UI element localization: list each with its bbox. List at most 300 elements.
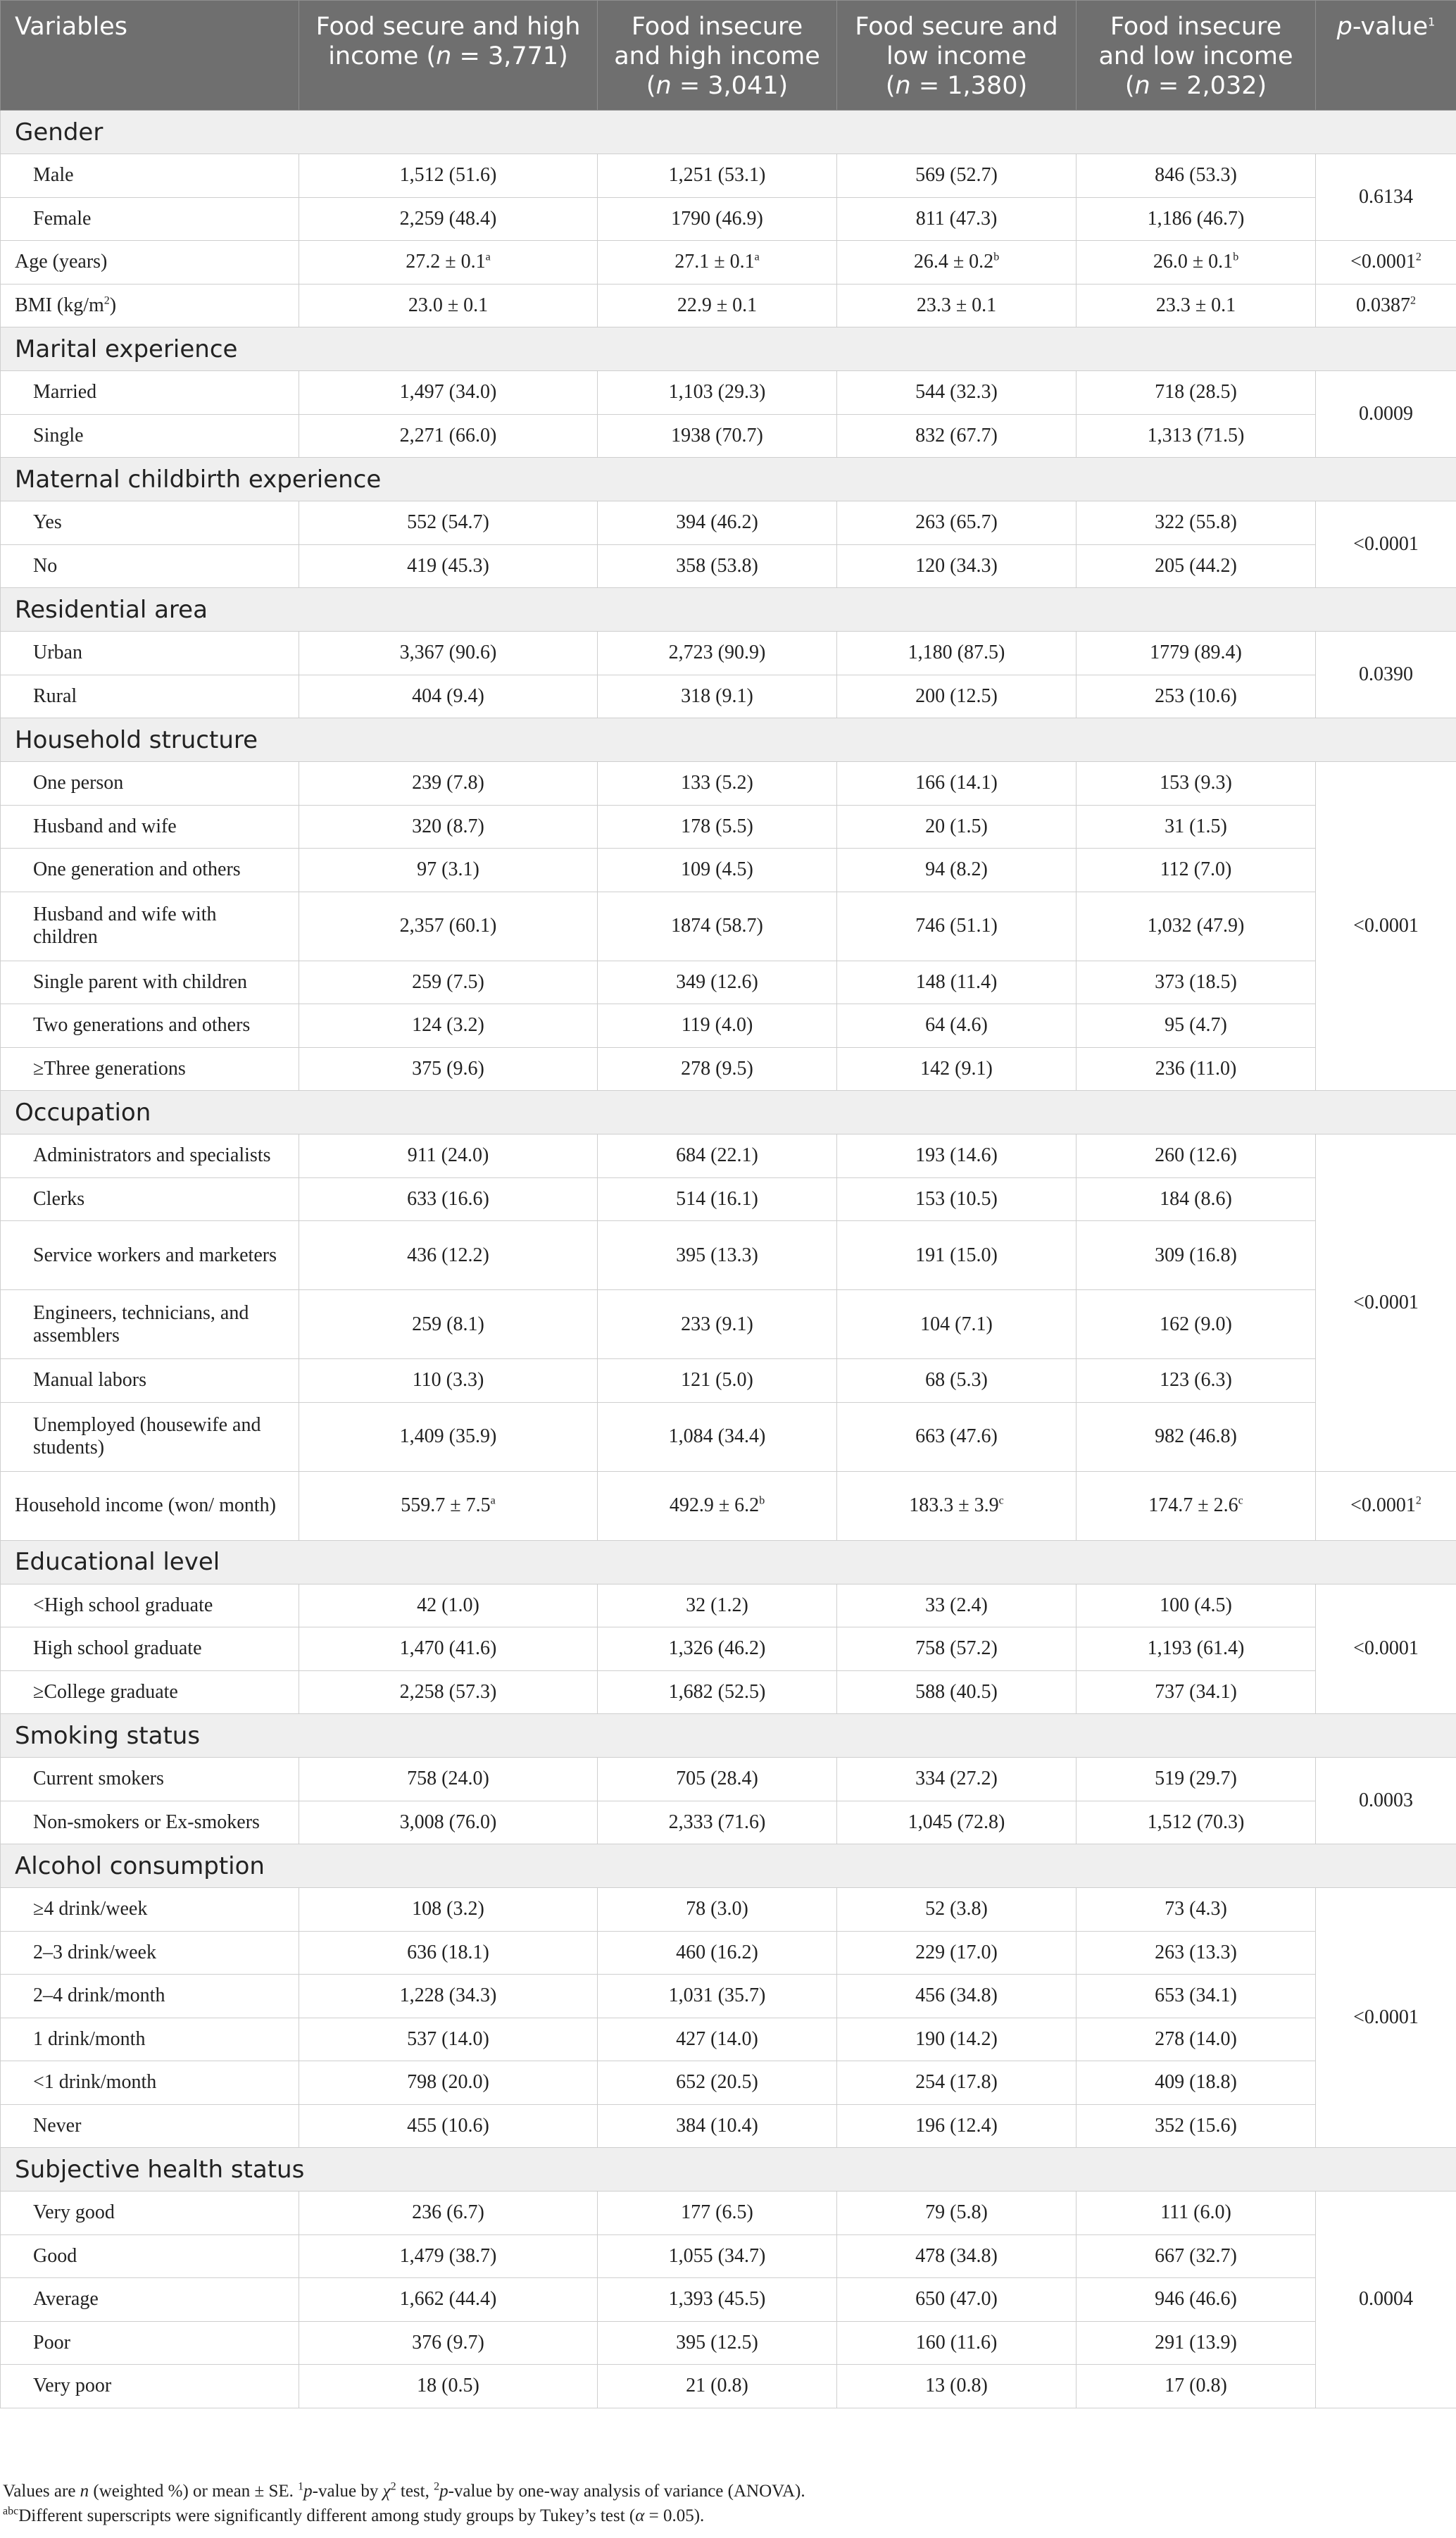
- row-label-text: Rural: [33, 684, 77, 707]
- cell-food-insecure-low-income: [1077, 1888, 1316, 1932]
- cell-food-insecure-low-income: [1077, 241, 1316, 285]
- header-food-insecure-low-income: Food insecure and low income (n = 2,032): [1077, 1, 1316, 111]
- row-label-text: Husband and wife with children: [33, 904, 217, 948]
- cell-value: 2,333 (71.6): [668, 1811, 766, 1833]
- cell-value: 633 (16.6): [407, 1187, 489, 1210]
- cell-value: 1,682 (52.5): [668, 1680, 766, 1703]
- cell-p-value: [1316, 1471, 1456, 1540]
- table-row: [1, 675, 1456, 718]
- row-label-text: Single parent with children: [33, 970, 248, 993]
- cell-food-insecure-high-income: [598, 892, 837, 961]
- cell-superscript: a: [754, 251, 760, 263]
- cell-value: 278 (14.0): [1155, 2027, 1237, 2050]
- cell-value: 263 (13.3): [1155, 1941, 1237, 1963]
- section-label: Educational level: [1, 1540, 1456, 1584]
- cell-food-secure-low-income: [837, 1801, 1077, 1844]
- cell-value: 184 (8.6): [1160, 1187, 1232, 1210]
- cell-value: 64 (4.6): [925, 1014, 988, 1037]
- cell-p-value: [1316, 284, 1456, 327]
- row-label-text: Single: [33, 424, 84, 446]
- row-label-text: Service workers and marketers: [33, 1244, 277, 1266]
- cell-food-secure-low-income: [837, 414, 1077, 458]
- row-label: [1, 501, 299, 545]
- section-header-row: [1, 718, 1456, 762]
- row-label-text: Yes: [33, 511, 62, 534]
- cell-food-insecure-high-income: [598, 544, 837, 588]
- table-row: [1, 1888, 1456, 1932]
- cell-food-secure-low-income: [837, 1004, 1077, 1048]
- cell-food-insecure-high-income: [598, 1004, 837, 1048]
- cell-food-secure-high-income: [299, 1801, 598, 1844]
- cell-food-secure-high-income: [299, 1584, 598, 1627]
- table-row: [1, 1177, 1456, 1221]
- cell-food-insecure-low-income: [1077, 2365, 1316, 2408]
- section-label: Residential area: [1, 588, 1456, 632]
- cell-value: 911 (24.0): [407, 1144, 489, 1167]
- p-value-text: 0.0003: [1359, 1789, 1413, 1811]
- table-row: [1, 2234, 1456, 2278]
- cell-value: 652 (20.5): [676, 2071, 758, 2094]
- cell-value: 205 (44.2): [1155, 554, 1237, 577]
- cell-value: 1938 (70.7): [671, 424, 763, 446]
- cell-food-secure-high-income: [299, 675, 598, 718]
- cell-food-insecure-low-income: [1077, 2321, 1316, 2365]
- cell-value: 758 (24.0): [407, 1768, 489, 1790]
- cell-value: 1,409 (35.9): [399, 1425, 497, 1447]
- cell-food-secure-high-income: [299, 1758, 598, 1801]
- table-row: [1, 544, 1456, 588]
- cell-value: 1,084 (34.4): [668, 1425, 766, 1447]
- cell-food-secure-low-income: [837, 762, 1077, 806]
- row-label-text: Current smokers: [33, 1768, 164, 1790]
- cell-value: 112 (7.0): [1160, 858, 1232, 881]
- row-label-text: Administrators and specialists: [33, 1144, 271, 1167]
- cell-value: 684 (22.1): [676, 1144, 758, 1167]
- cell-value: 3,367 (90.6): [399, 642, 497, 664]
- cell-value: 120 (34.3): [915, 554, 998, 577]
- cell-superscript: b: [993, 251, 1000, 263]
- cell-food-secure-low-income: [837, 1931, 1077, 1975]
- cell-food-insecure-high-income: [598, 414, 837, 458]
- section-label: Occupation: [1, 1091, 1456, 1134]
- row-label-text: Never: [33, 2114, 82, 2137]
- table-row: [1, 2278, 1456, 2322]
- table-row: [1, 892, 1456, 961]
- cell-food-secure-low-income: [837, 632, 1077, 675]
- row-label: [1, 1004, 299, 1048]
- cell-value: 811 (47.3): [915, 207, 998, 230]
- cell-value: 33 (2.4): [925, 1594, 988, 1616]
- cell-value: 79 (5.8): [925, 2201, 988, 2224]
- cell-value: 68 (5.3): [925, 1369, 988, 1392]
- cell-food-secure-low-income: [837, 1670, 1077, 1714]
- cell-food-insecure-high-income: [598, 1134, 837, 1178]
- cell-food-secure-high-income: [299, 2234, 598, 2278]
- cell-food-insecure-low-income: [1077, 501, 1316, 545]
- section-header-row: [1, 1844, 1456, 1888]
- cell-food-insecure-high-income: [598, 284, 837, 327]
- cell-food-secure-low-income: [837, 501, 1077, 545]
- cell-food-insecure-low-income: [1077, 675, 1316, 718]
- cell-food-secure-high-income: [299, 284, 598, 327]
- cell-food-insecure-low-income: [1077, 632, 1316, 675]
- cell-food-secure-high-income: [299, 632, 598, 675]
- cell-food-secure-high-income: [299, 1888, 598, 1932]
- cell-value: 2,271 (66.0): [399, 424, 497, 446]
- cell-value: 78 (3.0): [686, 1898, 748, 1920]
- cell-value: 42 (1.0): [417, 1594, 479, 1616]
- cell-food-insecure-high-income: [598, 1290, 837, 1359]
- cell-food-insecure-low-income: [1077, 2104, 1316, 2148]
- cell-value: 322 (55.8): [1155, 511, 1237, 534]
- table-row: [1, 1975, 1456, 2018]
- cell-food-insecure-low-income: [1077, 849, 1316, 892]
- cell-food-insecure-low-income: [1077, 1670, 1316, 1714]
- cell-value: 650 (47.0): [915, 2288, 998, 2311]
- cell-food-insecure-high-income: [598, 197, 837, 241]
- cell-food-insecure-high-income: [598, 371, 837, 415]
- cell-value: 559.7 ± 7.5: [401, 1494, 491, 1516]
- cell-value: 233 (9.1): [681, 1313, 753, 1335]
- table-row: [1, 1221, 1456, 1290]
- cell-value: 110 (3.3): [412, 1369, 484, 1392]
- cell-value: 320 (8.7): [412, 815, 484, 837]
- row-label-text: High school graduate: [33, 1637, 202, 1660]
- row-label: [1, 2192, 299, 2235]
- cell-value: 148 (11.4): [915, 970, 998, 993]
- cell-food-insecure-low-income: [1077, 544, 1316, 588]
- cell-superscript: b: [1233, 251, 1239, 263]
- cell-value: 1,393 (45.5): [668, 2288, 766, 2311]
- cell-food-secure-high-income: [299, 1627, 598, 1671]
- row-label-text: Unemployed (housewife and students): [33, 1414, 261, 1458]
- table-row: [1, 849, 1456, 892]
- cell-food-insecure-low-income: [1077, 1975, 1316, 2018]
- cell-value: 460 (16.2): [676, 1941, 758, 1963]
- table-row: [1, 961, 1456, 1004]
- cell-value: 22.9 ± 0.1: [677, 294, 758, 316]
- section-label: Marital experience: [1, 327, 1456, 371]
- cell-value: 191 (15.0): [915, 1244, 998, 1266]
- cell-value: 746 (51.1): [915, 915, 998, 937]
- row-label-text: Male: [33, 164, 74, 187]
- cell-food-secure-low-income: [837, 2278, 1077, 2322]
- row-label-text: Urban: [33, 642, 82, 664]
- cell-value: 309 (16.8): [1155, 1244, 1237, 1266]
- cell-value: 737 (34.1): [1155, 1680, 1237, 1703]
- cell-food-insecure-high-income: [598, 1627, 837, 1671]
- cell-value: 97 (3.1): [417, 858, 479, 881]
- cell-food-insecure-high-income: [598, 241, 837, 285]
- cell-food-secure-low-income: [837, 1402, 1077, 1471]
- cell-value: 18 (0.5): [417, 2375, 479, 2397]
- p-value-superscript: 2: [1415, 1494, 1422, 1507]
- row-label: [1, 1670, 299, 1714]
- cell-value: 1,032 (47.9): [1147, 915, 1245, 937]
- cell-food-insecure-low-income: [1077, 2234, 1316, 2278]
- cell-superscript: c: [1238, 1494, 1243, 1507]
- section-header-row: [1, 458, 1456, 501]
- cell-value: 123 (6.3): [1160, 1369, 1232, 1392]
- cell-food-secure-low-income: [837, 1584, 1077, 1627]
- cell-food-secure-low-income: [837, 2018, 1077, 2061]
- row-label-text: Clerks: [33, 1187, 85, 1210]
- cell-food-secure-low-income: [837, 1221, 1077, 1290]
- cell-food-insecure-high-income: [598, 805, 837, 849]
- row-label: [1, 632, 299, 675]
- p-value-text: <0.0001: [1350, 1494, 1416, 1516]
- cell-value: 260 (12.6): [1155, 1144, 1237, 1167]
- row-label-text: Female: [33, 207, 92, 230]
- cell-value: 174.7 ± 2.6: [1148, 1494, 1238, 1516]
- table-row: [1, 2061, 1456, 2105]
- cell-food-secure-high-income: [299, 1221, 598, 1290]
- cell-food-secure-low-income: [837, 544, 1077, 588]
- row-label-text: ≥Three generations: [33, 1057, 186, 1080]
- cell-value: 373 (18.5): [1155, 970, 1237, 993]
- table-footnotes: [0, 2479, 1456, 2528]
- table-row: [1, 632, 1456, 675]
- row-label: [1, 1221, 299, 1290]
- cell-value: 108 (3.2): [412, 1898, 484, 1920]
- cell-value: 436 (12.2): [407, 1244, 489, 1266]
- cell-food-secure-high-income: [299, 1134, 598, 1178]
- cell-superscript: a: [485, 251, 491, 263]
- cell-food-secure-low-income: [837, 1471, 1077, 1540]
- cell-food-insecure-low-income: [1077, 414, 1316, 458]
- cell-value: 259 (7.5): [412, 970, 484, 993]
- cell-value: 334 (27.2): [915, 1768, 998, 1790]
- row-label: [1, 241, 299, 285]
- cell-value: 32 (1.2): [686, 1594, 748, 1616]
- cell-value: 846 (53.3): [1155, 164, 1237, 187]
- cell-value: 27.1 ± 0.1: [674, 251, 755, 273]
- table-row: [1, 1402, 1456, 1471]
- cell-food-secure-low-income: [837, 961, 1077, 1004]
- cell-food-secure-high-income: [299, 892, 598, 961]
- cell-food-insecure-high-income: [598, 1801, 837, 1844]
- cell-value: 21 (0.8): [686, 2375, 748, 2397]
- cell-value: 239 (7.8): [412, 772, 484, 794]
- p-value-superscript: 2: [1410, 294, 1416, 307]
- row-label: [1, 961, 299, 1004]
- row-label-text: No: [33, 554, 58, 577]
- cell-value: 375 (9.6): [412, 1057, 484, 1080]
- cell-value: 133 (5.2): [681, 772, 753, 794]
- cell-value: 455 (10.6): [407, 2114, 489, 2137]
- cell-food-insecure-high-income: [598, 1584, 837, 1627]
- cell-value: 384 (10.4): [676, 2114, 758, 2137]
- cell-superscript: a: [490, 1494, 496, 1507]
- row-label-text: BMI (kg/m: [15, 294, 104, 316]
- cell-food-insecure-low-income: [1077, 371, 1316, 415]
- row-label-text: Good: [33, 2244, 77, 2267]
- cell-food-insecure-high-income: [598, 961, 837, 1004]
- cell-food-secure-high-income: [299, 501, 598, 545]
- cell-value: 588 (40.5): [915, 1680, 998, 1703]
- cell-value: 153 (10.5): [915, 1187, 998, 1210]
- p-value-text: <0.0001: [1353, 1291, 1419, 1313]
- cell-food-insecure-high-income: [598, 1177, 837, 1221]
- cell-value: 166 (14.1): [915, 772, 998, 794]
- p-value-text: <0.0001: [1350, 251, 1416, 273]
- cell-value: 254 (17.8): [915, 2071, 998, 2094]
- table-row: [1, 1801, 1456, 1844]
- section-header-row: [1, 2148, 1456, 2192]
- cell-p-value: [1316, 154, 1456, 241]
- cell-food-insecure-low-income: [1077, 1290, 1316, 1359]
- row-label: [1, 2061, 299, 2105]
- cell-value: 119 (4.0): [681, 1014, 753, 1037]
- cell-value: 20 (1.5): [925, 815, 988, 837]
- row-label: [1, 371, 299, 415]
- cell-value: 124 (3.2): [412, 1014, 484, 1037]
- table-row: [1, 501, 1456, 545]
- row-label: [1, 1758, 299, 1801]
- table-row: [1, 762, 1456, 806]
- p-value-text: 0.0390: [1359, 663, 1413, 685]
- table-row: [1, 414, 1456, 458]
- cell-food-secure-low-income: [837, 1758, 1077, 1801]
- cell-food-insecure-high-income: [598, 2278, 837, 2322]
- cell-value: 1,103 (29.3): [668, 381, 766, 404]
- p-value-text: <0.0001: [1353, 1637, 1419, 1660]
- row-label: [1, 2365, 299, 2408]
- row-label-text: Two generations and others: [33, 1014, 251, 1037]
- cell-food-insecure-high-income: [598, 1221, 837, 1290]
- cell-value: 31 (1.5): [1165, 815, 1227, 837]
- cell-p-value: [1316, 1758, 1456, 1844]
- cell-p-value: [1316, 1888, 1456, 2148]
- row-label: [1, 1402, 299, 1471]
- row-label: [1, 1975, 299, 2018]
- cell-value: 142 (9.1): [920, 1057, 993, 1080]
- cell-food-insecure-high-income: [598, 1359, 837, 1403]
- cell-food-insecure-low-income: [1077, 1004, 1316, 1048]
- row-label: [1, 414, 299, 458]
- row-label-text: One generation and others: [33, 858, 241, 881]
- cell-p-value: [1316, 1584, 1456, 1714]
- cell-value: 404 (9.4): [412, 684, 484, 707]
- cell-value: 177 (6.5): [681, 2201, 753, 2224]
- cell-value: 349 (12.6): [676, 970, 758, 993]
- cell-value: 13 (0.8): [925, 2375, 988, 2397]
- cell-food-insecure-high-income: [598, 2321, 837, 2365]
- p-value-superscript: 2: [1415, 251, 1422, 263]
- cell-food-insecure-low-income: [1077, 805, 1316, 849]
- cell-food-insecure-low-income: [1077, 1931, 1316, 1975]
- cell-food-insecure-low-income: [1077, 1584, 1316, 1627]
- cell-food-insecure-low-income: [1077, 2018, 1316, 2061]
- table-row: [1, 1627, 1456, 1671]
- cell-food-secure-low-income: [837, 1975, 1077, 2018]
- cell-food-secure-high-income: [299, 1047, 598, 1091]
- p-value-text: <0.0001: [1353, 533, 1419, 555]
- cell-food-secure-low-income: [837, 284, 1077, 327]
- cell-value: 636 (18.1): [407, 1941, 489, 1963]
- cell-value: 3,008 (76.0): [399, 1811, 497, 1833]
- header-variables: Variables: [1, 1, 299, 111]
- cell-p-value: [1316, 501, 1456, 588]
- cell-value: 832 (67.7): [915, 424, 998, 446]
- cell-food-insecure-low-income: [1077, 1402, 1316, 1471]
- cell-food-insecure-low-income: [1077, 892, 1316, 961]
- row-label: [1, 1290, 299, 1359]
- cell-p-value: [1316, 371, 1456, 458]
- cell-food-insecure-high-income: [598, 2192, 837, 2235]
- table-row: [1, 2104, 1456, 2148]
- table-row: [1, 1004, 1456, 1048]
- table-row: [1, 1931, 1456, 1975]
- cell-value: 121 (5.0): [681, 1369, 753, 1392]
- header-food-insecure-high-income: Food insecure and high income (n = 3,041): [598, 1, 837, 111]
- row-label: [1, 2321, 299, 2365]
- row-label-text: Very good: [33, 2201, 115, 2224]
- cell-value: 2,723 (90.9): [668, 642, 766, 664]
- cell-food-secure-high-income: [299, 2104, 598, 2148]
- cell-value: 73 (4.3): [1165, 1898, 1227, 1920]
- cell-food-insecure-high-income: [598, 675, 837, 718]
- cell-food-secure-high-income: [299, 1359, 598, 1403]
- cell-value: 27.2 ± 0.1: [406, 251, 486, 273]
- table-row: [1, 197, 1456, 241]
- row-label: [1, 544, 299, 588]
- cell-value: 229 (17.0): [915, 1941, 998, 1963]
- cell-value: 23.3 ± 0.1: [916, 294, 997, 316]
- cell-value: 259 (8.1): [412, 1313, 484, 1335]
- cell-food-insecure-low-income: [1077, 1047, 1316, 1091]
- p-value-text: <0.0001: [1353, 915, 1419, 937]
- cell-food-secure-low-income: [837, 1134, 1077, 1178]
- cell-value: 200 (12.5): [915, 684, 998, 707]
- row-label: [1, 284, 299, 327]
- cell-food-secure-low-income: [837, 2192, 1077, 2235]
- row-label: [1, 1359, 299, 1403]
- row-label-text: Manual labors: [33, 1369, 146, 1392]
- cell-value: 1,180 (87.5): [908, 642, 1005, 664]
- cell-value: 291 (13.9): [1155, 2331, 1237, 2353]
- cell-food-secure-high-income: [299, 2018, 598, 2061]
- cell-food-secure-high-income: [299, 1290, 598, 1359]
- cell-value: 395 (13.3): [676, 1244, 758, 1266]
- cell-food-insecure-high-income: [598, 1402, 837, 1471]
- cell-food-insecure-high-income: [598, 2365, 837, 2408]
- cell-value: 2,258 (57.3): [399, 1680, 497, 1703]
- cell-p-value: [1316, 2192, 1456, 2408]
- row-label-text: <High school graduate: [33, 1594, 213, 1616]
- row-label-superscript: 2: [103, 294, 110, 307]
- cell-food-insecure-high-income: [598, 849, 837, 892]
- cell-value: 1,186 (46.7): [1147, 207, 1245, 230]
- cell-value: 376 (9.7): [412, 2331, 484, 2353]
- cell-value: 395 (12.5): [676, 2331, 758, 2353]
- cell-food-secure-high-income: [299, 2192, 598, 2235]
- section-label: Smoking status: [1, 1714, 1456, 1758]
- row-label: [1, 849, 299, 892]
- cell-value: 352 (15.6): [1155, 2114, 1237, 2137]
- cell-value: 111 (6.0): [1160, 2201, 1231, 2224]
- cell-food-secure-high-income: [299, 805, 598, 849]
- cell-value: 190 (14.2): [915, 2027, 998, 2050]
- p-value-text: 0.0009: [1359, 403, 1413, 425]
- cell-value: 569 (52.7): [915, 164, 998, 187]
- section-label: Household structure: [1, 718, 1456, 762]
- cell-value: 278 (9.5): [681, 1057, 753, 1080]
- section-header-row: [1, 1540, 1456, 1584]
- section-label: Maternal childbirth experience: [1, 458, 1456, 501]
- row-label-text: 1 drink/month: [33, 2027, 146, 2050]
- cell-food-secure-low-income: [837, 241, 1077, 285]
